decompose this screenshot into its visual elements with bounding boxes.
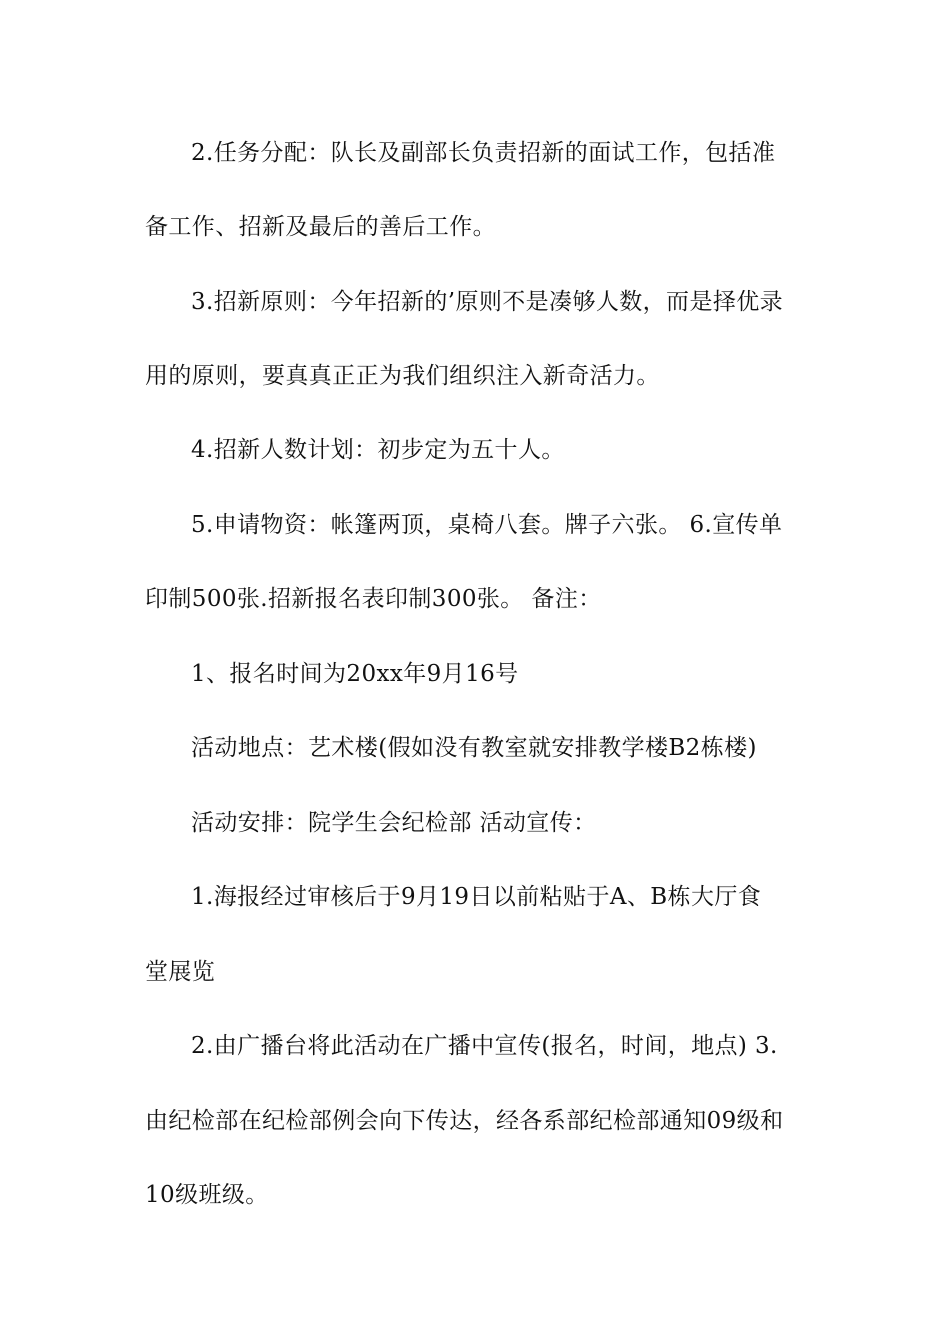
paragraph-recruit-plan: 4.招新人数计划：初步定为五十人。	[191, 437, 565, 463]
paragraph-broadcast: 2.由广播台将此活动在广播中宣传(报名，时间，地点) 3.	[191, 1033, 778, 1059]
paragraph-location: 活动地点：艺术楼(假如没有教室就安排教学楼B2栋楼)	[191, 735, 757, 761]
paragraph-task-assignment-cont: 备工作、招新及最后的善后工作。	[145, 214, 496, 240]
paragraph-recruit-principle: 3.招新原则：今年招新的’原则不是凑够人数，而是择优录	[191, 289, 784, 315]
paragraph-poster-cont: 堂展览	[145, 959, 216, 985]
paragraph-materials-cont: 印制500张.招新报名表印制300张。 备注：	[145, 586, 602, 612]
paragraph-materials: 5.申请物资：帐篷两顶，桌椅八套。牌子六张。 6.宣传单	[191, 512, 783, 538]
paragraph-broadcast-cont: 由纪检部在纪检部例会向下传达，经各系部纪检部通知09级和	[145, 1108, 784, 1134]
paragraph-poster: 1.海报经过审核后于9月19日以前粘贴于A、B栋大厅食	[191, 884, 762, 910]
paragraph-recruit-principle-cont: 用的原则，要真真正正为我们组织注入新奇活力。	[145, 363, 660, 389]
paragraph-task-assignment: 2.任务分配：队长及副部长负责招新的面试工作，包括准	[191, 140, 776, 166]
paragraph-broadcast-end: 10级班级。	[145, 1182, 269, 1208]
paragraph-signup-time: 1、报名时间为20xx年9月16号	[191, 661, 519, 687]
paragraph-arrangement: 活动安排：院学生会纪检部 活动宣传：	[191, 810, 597, 836]
